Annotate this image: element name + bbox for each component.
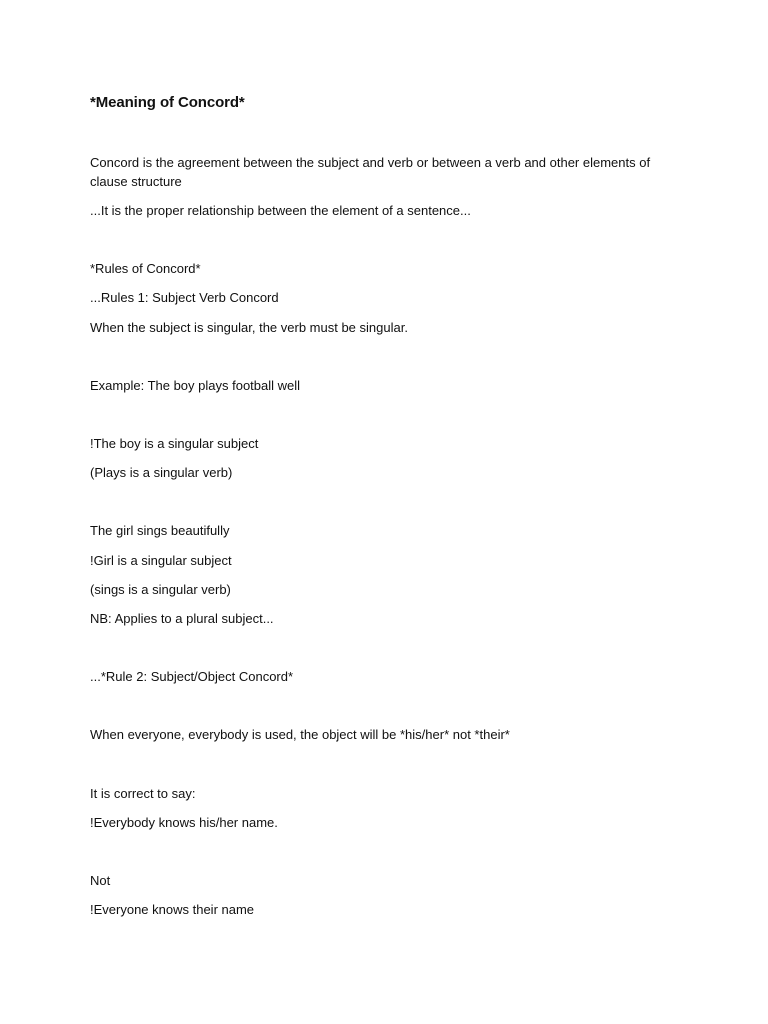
nb-note: NB: Applies to a plural subject... [90, 611, 274, 626]
rule-1-statement: When the subject is singular, the verb must be singular. [90, 320, 408, 335]
rule-2-heading: ...*Rule 2: Subject/Object Concord* [90, 669, 294, 684]
example-2-note-verb: (sings is a singular verb) [90, 582, 231, 597]
example-note-verb: (Plays is a singular verb) [90, 465, 233, 480]
rule-1-heading: ...Rules 1: Subject Verb Concord [90, 290, 279, 305]
incorrect-example: !Everyone knows their name [90, 902, 255, 917]
example-2-note-subject: !Girl is a singular subject [90, 553, 232, 568]
paragraph-definition: Concord is the agreement between the subject and verb or between a verb and other elements of clause structure [90, 155, 651, 189]
not-label: Not [90, 873, 111, 888]
example-2-line: The girl sings beautifully [90, 523, 230, 538]
document-title: *Meaning of Concord* [90, 94, 245, 111]
example-note-subject: !The boy is a singular subject [90, 436, 259, 451]
correct-label: It is correct to say: [90, 786, 196, 801]
paragraph-relationship: ...It is the proper relationship between the element of a sentence... [90, 203, 471, 218]
example-line: Example: The boy plays football well [90, 378, 301, 393]
rule-2-statement: When everyone, everybody is used, the object will be *his/her* not *their* [90, 727, 510, 742]
correct-example: !Everybody knows his/her name. [90, 815, 278, 830]
heading-rules: *Rules of Concord* [90, 261, 201, 276]
